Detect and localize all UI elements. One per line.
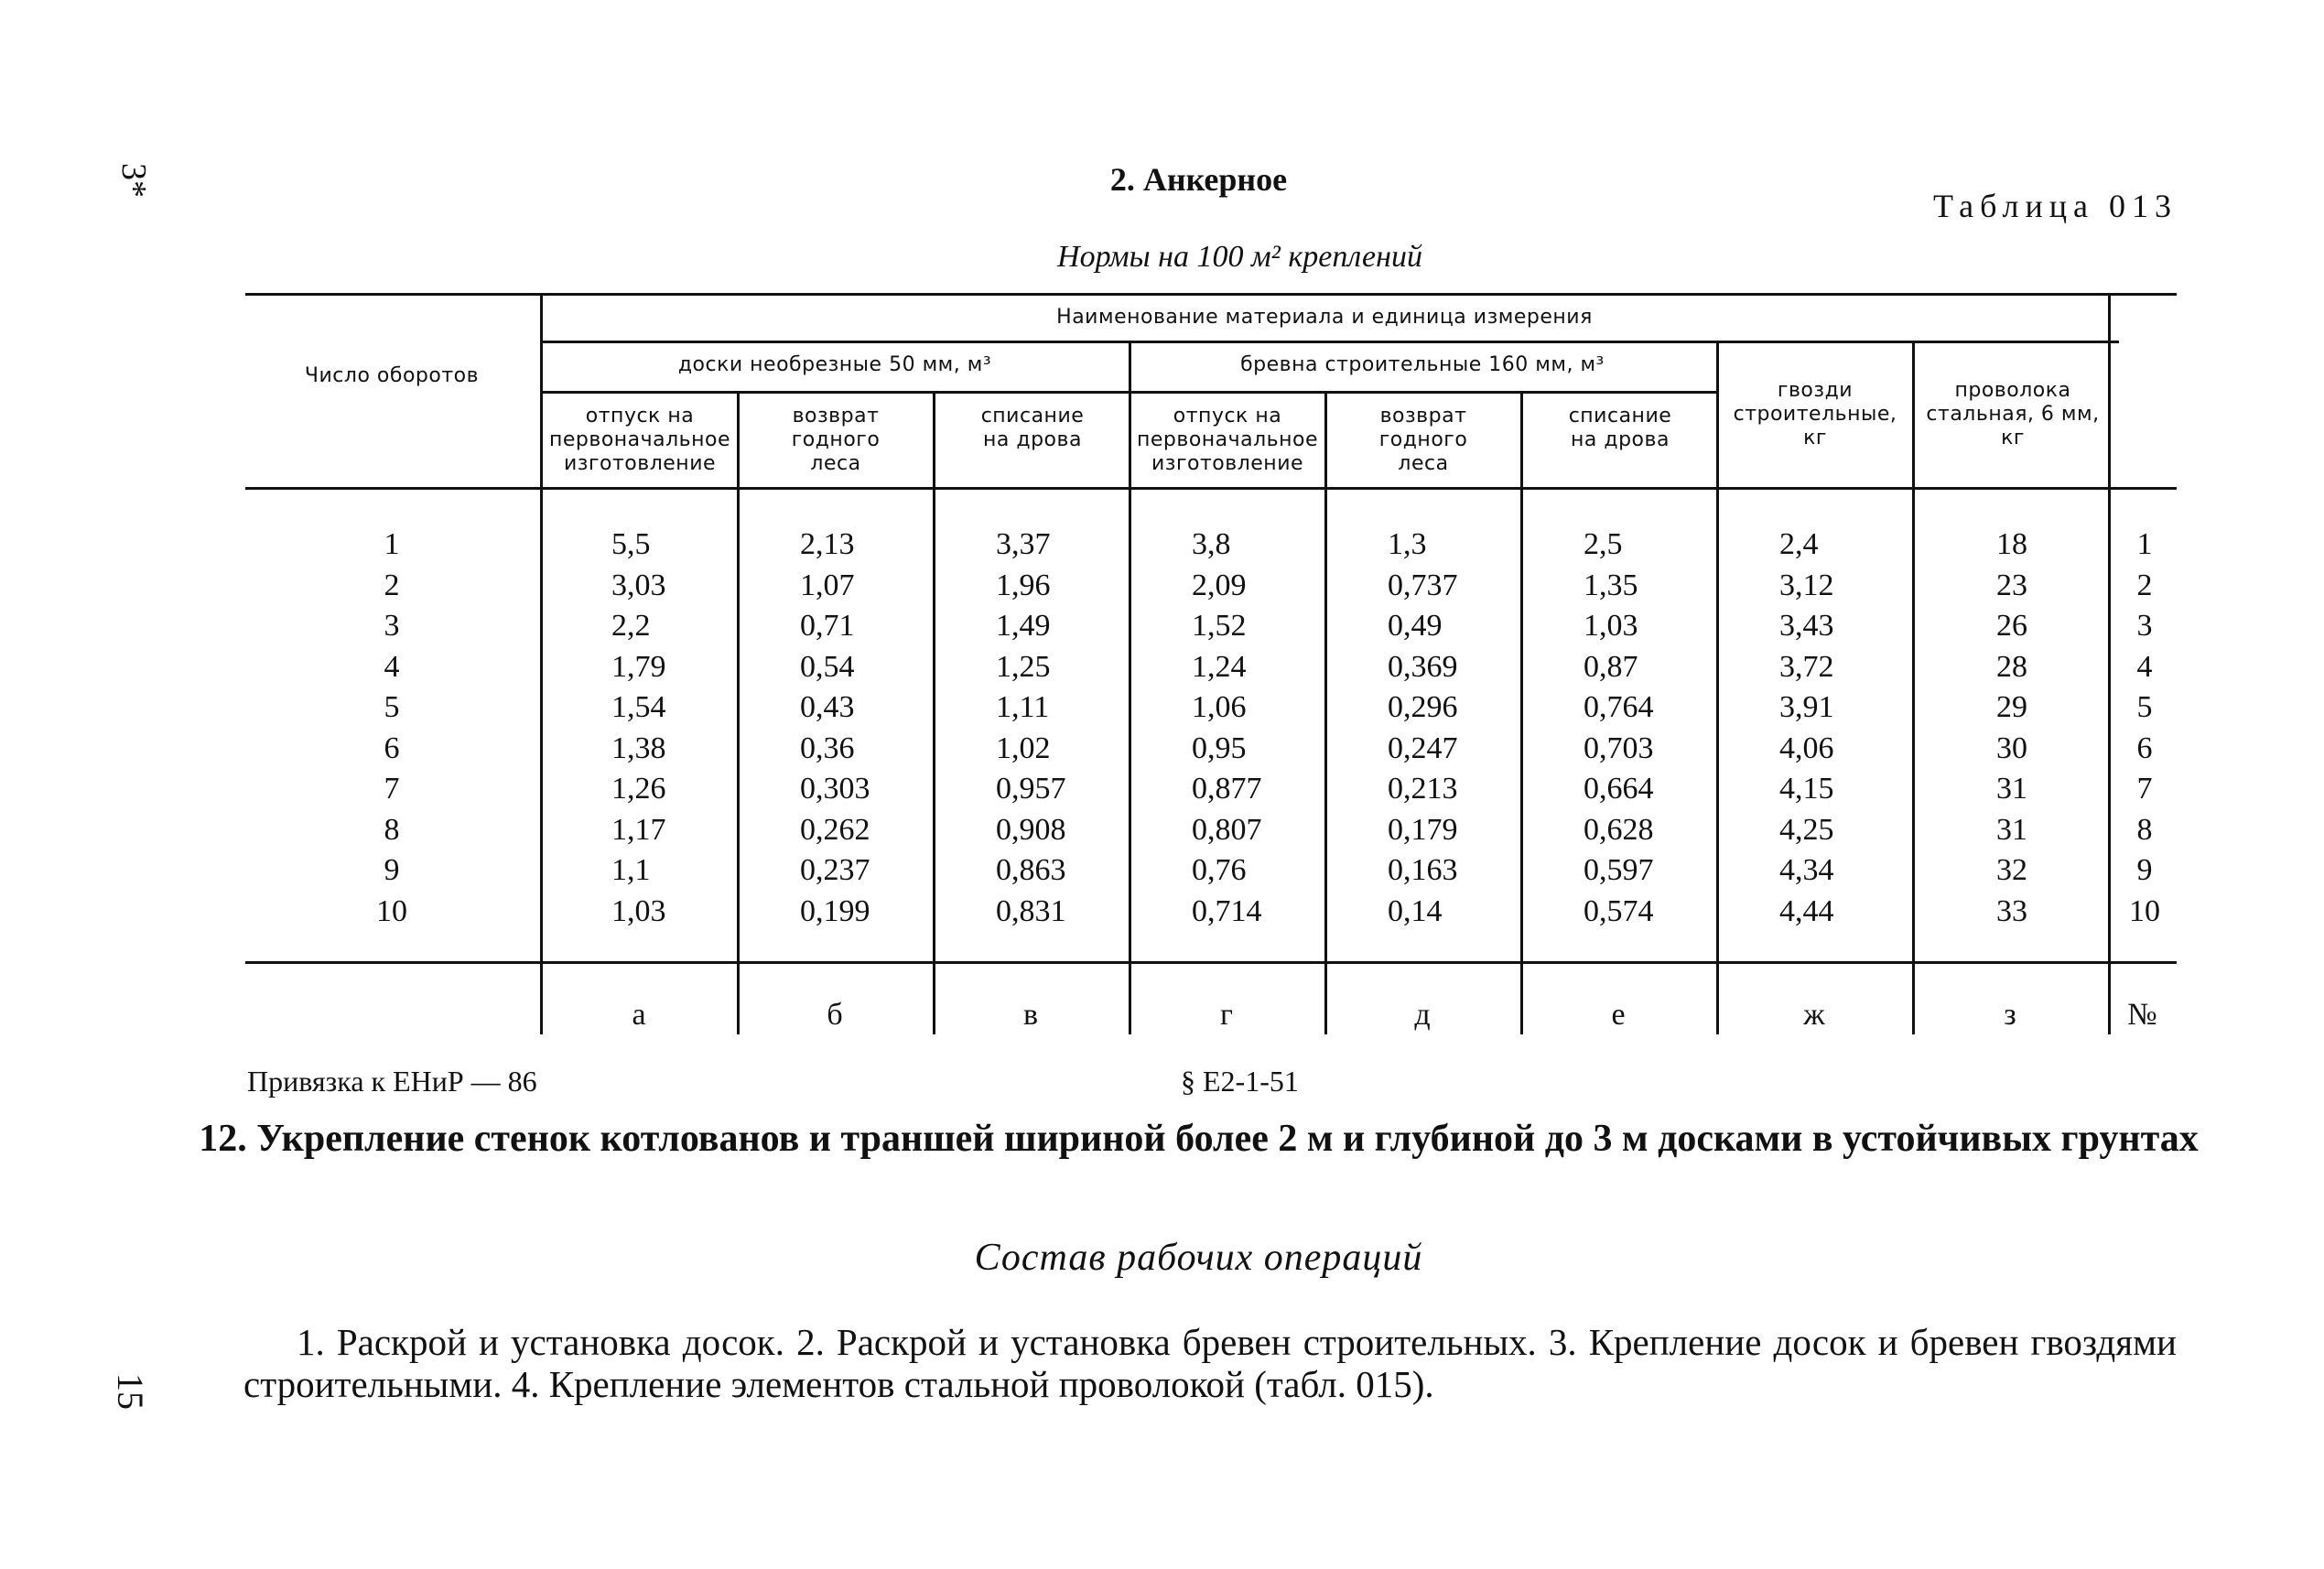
table-cell: 4 [384,649,400,684]
operations-text: 1. Раскрой и установка досок. 2. Раскрой и установка бревен строительных. 3. Крепление досок и бревен гвоздями строительными. 4. Крепление элементов стальной проволокой (табл. 015). [243,1321,2177,1405]
table-cell: 10 [376,893,407,928]
table-cell: 4,25 [1779,812,1834,847]
table-cell: 1,1 [611,853,651,887]
table-cell: 2,4 [1779,527,1819,561]
col-letter-zh: ж [1803,998,1825,1032]
col-e [1584,525,1702,932]
section-12-heading: 12. Укрепление стенок котлованов и траншей шириной более 2 м и глубиной до 3 м досками в устойчивых грунтах [199,1118,2199,1160]
binding-paragraph: § Е2-1-51 [1181,1065,1299,1098]
table-cell: 8 [2136,812,2153,847]
table-cell: 5 [2136,690,2153,724]
table-cell: 0,54 [800,649,855,684]
table-cell: 0,14 [1388,893,1443,928]
norms-caption: Нормы на 100 м² креплений [1057,240,1422,274]
col-v [996,525,1115,932]
table-cell: 7 [384,772,400,806]
table-cell: 0,247 [1388,730,1458,765]
table-cell: 0,807 [1192,812,1262,847]
table-cell: 9 [384,853,400,887]
table-cell: 1,03 [1584,609,1638,643]
table-cell: 0,908 [996,812,1066,847]
table-cell: 0,877 [1192,772,1262,806]
logs-group-header: бревна строительные 160 мм, м³ [1240,353,1605,376]
table-cell: 10 [2129,893,2160,928]
table-cell: 3,12 [1779,568,1834,602]
table-cell: 29 [1996,690,2027,724]
col-no [2117,525,2172,932]
logs-writeoff-header: списание на дрова [1568,405,1672,451]
table-cell: 1 [384,527,400,561]
margin-mark: 3* [114,163,153,198]
table-label: Таблица 013 [1933,188,2178,224]
row-count-header: Число оборотов [304,364,480,387]
table-cell: 0,737 [1388,568,1458,602]
table-cell: 32 [1996,853,2027,887]
table-cell: 1,24 [1192,649,1247,684]
table-cell: 0,36 [800,730,855,765]
table-cell: 1,07 [800,568,855,602]
table-cell: 3,72 [1779,649,1834,684]
table-cell: 1,54 [611,690,666,724]
material-header: Наименование материала и единица измерения [1056,306,1593,329]
table-cell: 1,25 [996,649,1051,684]
col-letter-g: г [1220,998,1233,1032]
table-cell: 3 [2136,609,2153,643]
logs-return-header: возврат годного леса [1378,405,1468,475]
table-cell: 1,17 [611,812,666,847]
table-cell: 6 [384,730,400,765]
table-cell: 26 [1996,609,2027,643]
logs-release-header: отпуск на первоначальное изготовление [1136,405,1319,475]
table-cell: 4,34 [1779,853,1834,887]
page-number: 15 [110,1373,151,1410]
table-cell: 0,597 [1584,853,1654,887]
table-cell: 18 [1996,527,2027,561]
table-cell: 3,03 [611,568,666,602]
col-letter-a: а [632,998,646,1032]
col-b [800,525,919,932]
col-z [1966,525,2058,932]
table-cell: 28 [1996,649,2027,684]
table-cell: 2,5 [1584,527,1623,561]
table-cell: 0,764 [1584,690,1654,724]
table-cell: 0,296 [1388,690,1458,724]
table-cell: 0,703 [1584,730,1654,765]
col-letter-e: е [1611,998,1626,1032]
table-cell: 9 [2136,853,2153,887]
table-cell: 1,35 [1584,568,1638,602]
table-cell: 3,91 [1779,690,1834,724]
table-cell: 3,8 [1192,527,1231,561]
boards-group-header: доски необрезные 50 мм, м³ [677,353,992,376]
table-cell: 0,863 [996,853,1066,887]
table-cell: 4,44 [1779,893,1834,928]
table-cell: 3,37 [996,527,1051,561]
table-cell: 0,49 [1388,609,1443,643]
table-cell: 0,71 [800,609,855,643]
col-a [611,525,730,932]
table-cell: 1,02 [996,730,1051,765]
table-cell: 0,664 [1584,772,1654,806]
table-cell: 1,11 [996,690,1050,724]
col-letter-v: в [1022,998,1039,1032]
table-cell: 2,09 [1192,568,1247,602]
table-cell: 23 [1996,568,2027,602]
table-cell: 2,2 [611,609,651,643]
table-cell: 6 [2136,730,2153,765]
table-cell: 8 [384,812,400,847]
table-cell: 0,957 [996,772,1066,806]
table-cell: 0,199 [800,893,870,928]
col-letter-no: № [2127,998,2157,1032]
table-cell: 4,15 [1779,772,1834,806]
nails-header: гвозди строительные, кг [1733,379,1897,449]
col-letter-z: з [2004,998,2016,1032]
table-cell: 0,714 [1192,893,1262,928]
table-cell: 0,574 [1584,893,1654,928]
binding-label: Привязка к ЕНиР — 86 [247,1065,537,1098]
table-cell: 3,43 [1779,609,1834,643]
table-cell: 5 [384,690,400,724]
table-cell: 0,262 [800,812,870,847]
table-cell: 2 [384,568,400,602]
table-cell: 1,52 [1192,609,1247,643]
table-cell: 3 [384,609,400,643]
col-letter-b: б [827,998,843,1032]
table-cell: 7 [2136,772,2153,806]
table-cell: 0,237 [800,853,870,887]
table-cell: 1,38 [611,730,666,765]
wire-header: проволока стальная, 6 мм, кг [1926,379,2100,449]
col-zh [1779,525,1898,932]
norms-table [245,293,2177,1034]
table-cell: 0,95 [1192,730,1247,765]
table-cell: 31 [1996,772,2027,806]
boards-release-header: отпуск на первоначальное изготовление [548,405,731,475]
table-cell: 1,26 [611,772,666,806]
table-cell: 1,79 [611,649,666,684]
table-cell: 1,49 [996,609,1051,643]
table-cell: 0,369 [1388,649,1458,684]
table-cell: 1,03 [611,893,666,928]
table-cell: 0,831 [996,893,1066,928]
table-cell: 0,87 [1584,649,1638,684]
col-letter-d: д [1414,998,1431,1032]
table-cell: 30 [1996,730,2027,765]
table-cell: 0,163 [1388,853,1458,887]
table-cell: 1,3 [1388,527,1427,561]
col-g [1192,525,1311,932]
table-cell: 1,06 [1192,690,1247,724]
table-cell: 4,06 [1779,730,1834,765]
table-cell: 1,96 [996,568,1051,602]
table-cell: 0,628 [1584,812,1654,847]
table-cell: 2,13 [800,527,855,561]
boards-writeoff-header: списание на дрова [980,405,1085,451]
table-cell: 0,303 [800,772,870,806]
table-cell: 5,5 [611,527,651,561]
table-cell: 1 [2136,527,2153,561]
table-cell: 0,213 [1388,772,1458,806]
table-cell: 31 [1996,812,2027,847]
table-cell: 4 [2136,649,2153,684]
operations-title: Состав рабочих операций [974,1237,1423,1279]
table-cell: 0,43 [800,690,855,724]
table-cell: 0,76 [1192,853,1247,887]
col-d [1388,525,1507,932]
col-turns [355,525,428,932]
table-cell: 33 [1996,893,2027,928]
table-cell: 2 [2136,568,2153,602]
table-cell: 0,179 [1388,812,1458,847]
boards-return-header: возврат годного леса [791,405,881,475]
section-title: 2. Анкерное [1109,161,1288,198]
